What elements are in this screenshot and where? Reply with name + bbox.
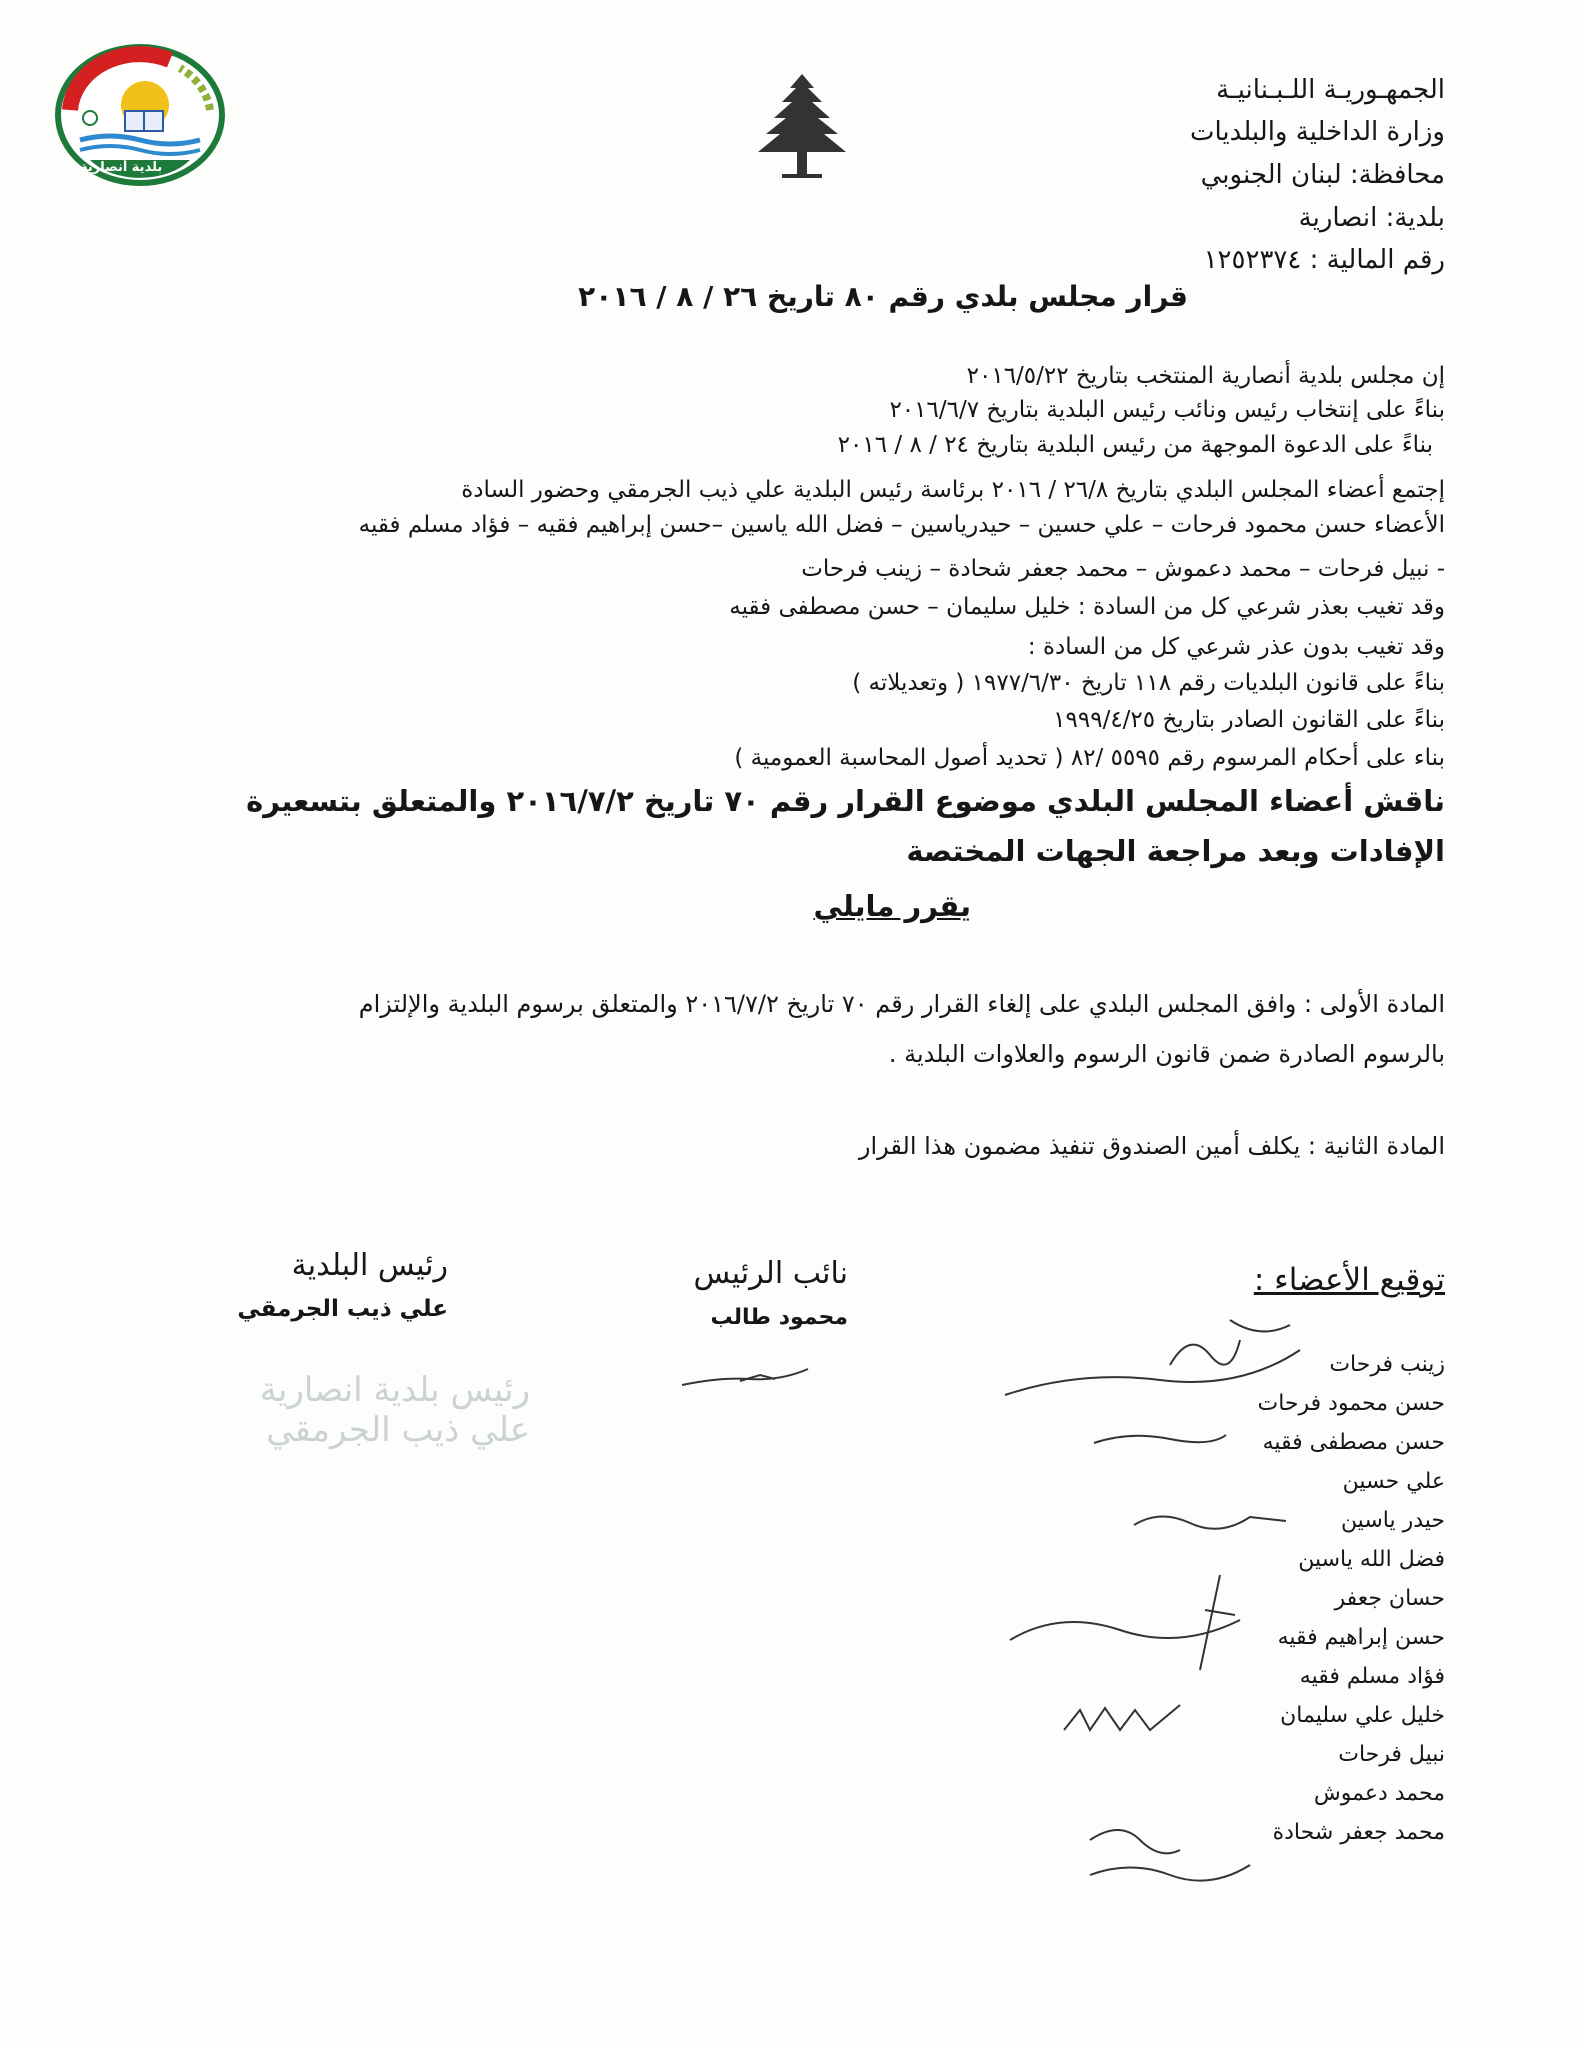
article-1-line: بالرسوم الصادرة ضمن قانون الرسوم والعلاوات البلدية . <box>888 1040 1445 1068</box>
member-name: حسن إبراهيم فقيه <box>1277 1625 1445 1650</box>
member-name: نبيل فرحات <box>1338 1742 1445 1767</box>
stamp-line: علي ذيب الجرمقي <box>266 1410 530 1450</box>
member-name: حسان جعفر <box>1334 1586 1445 1611</box>
article-2: المادة الثانية : يكلف أمين الصندوق تنفيذ مضمون هذا القرار <box>858 1132 1445 1160</box>
discussion-line: الإفادات وبعد مراجعة الجهات المختصة <box>906 834 1445 868</box>
preamble-line: بناءً على قانون البلديات رقم ١١٨ تاريخ ١٩٧٧/٦/٣٠ ( وتعديلاته ) <box>852 670 1445 696</box>
member-signature-icon <box>1080 1820 1260 1890</box>
preamble-line: إن مجلس بلدية أنصارية المنتخب بتاريخ ٢٠١٦/٥/٢٢ <box>966 363 1445 389</box>
cedar-tree-icon <box>752 70 852 190</box>
preamble-line: وقد تغيب بدون عذر شرعي كل من السادة : <box>1027 634 1445 660</box>
deputy-title: نائب الرئيس <box>693 1256 848 1291</box>
header-republic: الجمهـوريـة اللـبـنانيـة <box>1216 75 1445 105</box>
preamble-line: بناءً على إنتخاب رئيس ونائب رئيس البلدية بتاريخ ٢٠١٦/٦/٧ <box>889 397 1445 423</box>
member-name: محمد جعفر شحادة <box>1272 1820 1445 1845</box>
decision-title: قرار مجلس بلدي رقم ٨٠ تاريخ ٢٦ / ٨ / ٢٠١٦ <box>578 280 1188 313</box>
deputy-signature-icon <box>680 1355 810 1395</box>
member-signature-icon <box>1060 1700 1210 1740</box>
preamble-line: بناء على أحكام المرسوم رقم ٥٥٩٥ /٨٢ ( تحديد أصول المحاسبة العمومية ) <box>734 745 1445 771</box>
mayor-stamp <box>200 1370 530 1530</box>
member-signature-icon <box>1090 1425 1230 1455</box>
member-name: حسن محمود فرحات <box>1257 1391 1445 1416</box>
decides-heading: يقرر مايلي <box>813 889 971 923</box>
member-name: حسن مصطفى فقيه <box>1262 1430 1445 1455</box>
member-name: حيدر ياسين <box>1340 1508 1445 1533</box>
header-ministry: وزارة الداخلية والبلديات <box>1190 117 1445 147</box>
members-signatures-title: توقيع الأعضاء : <box>1253 1262 1445 1298</box>
member-name: فؤاد مسلم فقيه <box>1299 1664 1445 1689</box>
discussion-line: ناقش أعضاء المجلس البلدي موضوع القرار رقم ٧٠ تاريخ ٢٠١٦/٧/٢ والمتعلق بتسعيرة <box>246 784 1445 818</box>
header-governorate: محافظة: لبنان الجنوبي <box>1200 160 1445 190</box>
preamble-line: إجتمع أعضاء المجلس البلدي بتاريخ ٢٦/٨ / ٢٠١٦ برئاسة رئيس البلدية علي ذيب الجرمقي وحضور السادة <box>461 477 1445 503</box>
logo-ring-text: بلدية أنصارية <box>80 160 163 175</box>
mayor-title: رئيس البلدية <box>291 1248 448 1283</box>
preamble-line: بناءً على القانون الصادر بتاريخ ١٩٩٩/٤/٢٥ <box>1053 707 1445 733</box>
mayor-name: علي ذيب الجرمقي <box>237 1296 448 1322</box>
preamble-line: الأعضاء حسن محمود فرحات – علي حسين – حيدرياسين – فضل الله ياسين –حسن إبراهيم فقيه – فؤاد مسلم فقيه <box>358 512 1445 538</box>
member-name: محمد دعموش <box>1313 1781 1445 1806</box>
article-1-line: المادة الأولى : وافق المجلس البلدي على إلغاء القرار رقم ٧٠ تاريخ ٢٠١٦/٧/٢ والمتعلق برسوم البلدية والإلتزام <box>358 990 1445 1018</box>
preamble-line: وقد تغيب بعذر شرعي كل من السادة : خليل سليمان – حسن مصطفى فقيه <box>729 594 1445 620</box>
member-signature-icon <box>1000 1570 1260 1680</box>
member-signature-icon <box>1000 1310 1330 1410</box>
preamble-line: بناءً على الدعوة الموجهة من رئيس البلدية بتاريخ ٢٤ / ٨ / ٢٠١٦ <box>837 432 1433 458</box>
deputy-name: محمود طالب <box>710 1305 848 1330</box>
member-signature-icon <box>1130 1505 1290 1535</box>
member-name: خليل علي سليمان <box>1280 1703 1445 1728</box>
member-name: زينب فرحات <box>1329 1352 1445 1377</box>
member-name: فضل الله ياسين <box>1298 1547 1445 1572</box>
header-finance-number: رقم المالية : ١٢٥٢٣٧٤ <box>1203 245 1445 275</box>
member-name: علي حسين <box>1342 1469 1445 1494</box>
header-municipality: بلدية: انصارية <box>1298 203 1445 233</box>
stamp-line: رئيس بلدية انصارية <box>259 1370 530 1410</box>
preamble-line: - نبيل فرحات – محمد دعموش – محمد جعفر شحادة – زينب فرحات <box>801 556 1445 582</box>
